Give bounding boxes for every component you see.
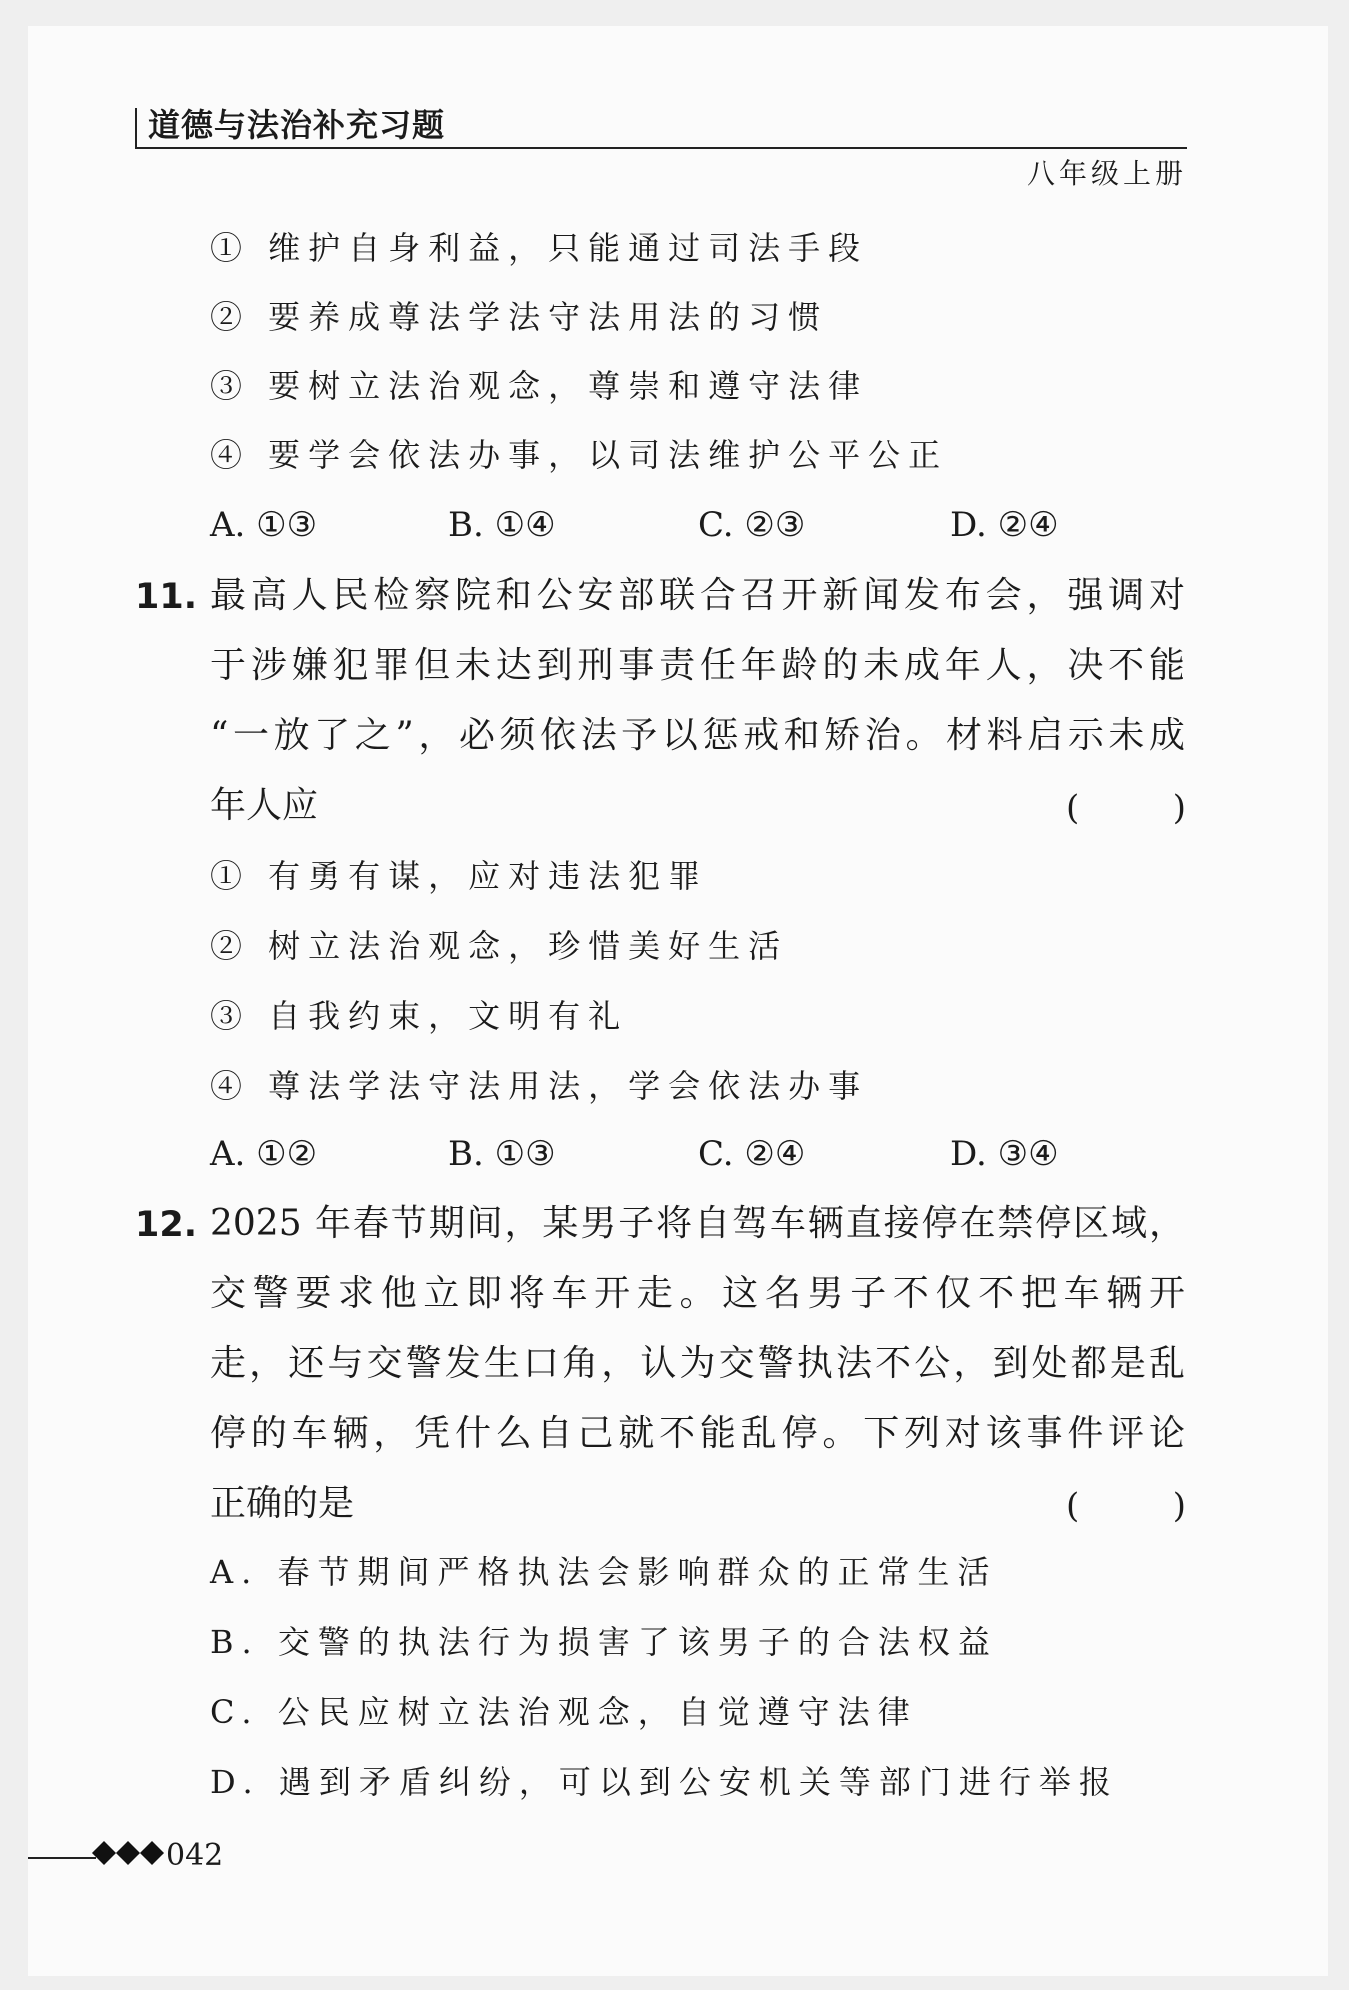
q12-paren-left: (: [1066, 1486, 1080, 1526]
book-title: 道德与法治补充习题: [148, 106, 446, 144]
q12-number: 12.: [135, 1205, 198, 1245]
q11-option-1: ① 有勇有谋，应对违法犯罪: [210, 857, 709, 895]
q11-stem-line-2: 于涉嫌犯罪但未达到刑事责任年龄的未成年人，决不能: [210, 645, 1185, 686]
q10-option-2: ② 要养成尊法学法守法用法的习惯: [210, 298, 829, 336]
q12-stem-line-5: 正确的是: [210, 1483, 355, 1524]
q11-choice-c: C. ②④: [698, 1134, 806, 1174]
header-vertical-bar: [135, 108, 137, 148]
q11-option-3: ③ 自我约束，文明有礼: [210, 997, 629, 1035]
footer-diamond-ornament: [94, 1843, 166, 1863]
footer-rule: [28, 1857, 96, 1859]
header-rule: [135, 147, 1187, 149]
q11-choice-d: D. ③④: [950, 1134, 1059, 1174]
q10-choice-c: C. ②③: [698, 505, 806, 545]
q12-option-a: A. 春节期间严格执法会影响群众的正常生活: [210, 1553, 998, 1591]
diamond-icon: [116, 1841, 140, 1865]
q11-stem-line-4: 年人应: [210, 785, 319, 826]
q11-option-4: ④ 尊法学法守法用法，学会依法办事: [210, 1067, 869, 1105]
q12-stem-line-2: 交警要求他立即将车开走。这名男子不仅不把车辆开: [210, 1273, 1185, 1314]
q11-stem-line-1: 最高人民检察院和公安部联合召开新闻发布会，强调对: [210, 575, 1185, 616]
q12-stem-line-4: 停的车辆，凭什么自己就不能乱停。下列对该事件评论: [210, 1413, 1185, 1454]
q11-paren-right: ): [1172, 788, 1186, 828]
q12-option-b: B. 交警的执法行为损害了该男子的合法权益: [210, 1623, 998, 1661]
q12-paren-right: ): [1172, 1486, 1186, 1526]
diamond-icon: [140, 1841, 164, 1865]
q11-choice-a: A. ①②: [210, 1134, 318, 1174]
q10-option-4: ④ 要学会依法办事，以司法维护公平公正: [210, 436, 949, 474]
q12-stem-line-3: 走，还与交警发生口角，认为交警执法不公，到处都是乱: [210, 1343, 1185, 1384]
q10-choice-d: D. ②④: [950, 505, 1059, 545]
q10-option-3: ③ 要树立法治观念，尊崇和遵守法律: [210, 367, 869, 405]
grade-label: 八年级上册: [1026, 157, 1187, 190]
q11-number: 11.: [135, 577, 198, 617]
q11-option-2: ② 树立法治观念，珍惜美好生活: [210, 927, 789, 965]
q10-option-1: ① 维护自身利益，只能通过司法手段: [210, 229, 869, 267]
diamond-icon: [92, 1841, 116, 1865]
q10-choice-b: B. ①④: [448, 505, 556, 545]
q11-stem-line-3: “一放了之”，必须依法予以惩戒和矫治。材料启示未成: [210, 715, 1185, 756]
page-number: 042: [166, 1838, 224, 1873]
q11-paren-left: (: [1066, 788, 1080, 828]
q11-choice-b: B. ①③: [448, 1134, 556, 1174]
q11-answer-blank: [1066, 788, 1186, 828]
q12-option-c: C. 公民应树立法治观念，自觉遵守法律: [210, 1693, 918, 1731]
q12-stem-line-1: 2025 年春节期间，某男子将自驾车辆直接停在禁停区域，: [210, 1203, 1185, 1244]
q12-answer-blank: [1066, 1486, 1186, 1526]
q12-option-d: D. 遇到矛盾纠纷，可以到公安机关等部门进行举报: [210, 1763, 1119, 1801]
q10-choice-a: A. ①③: [210, 505, 318, 545]
